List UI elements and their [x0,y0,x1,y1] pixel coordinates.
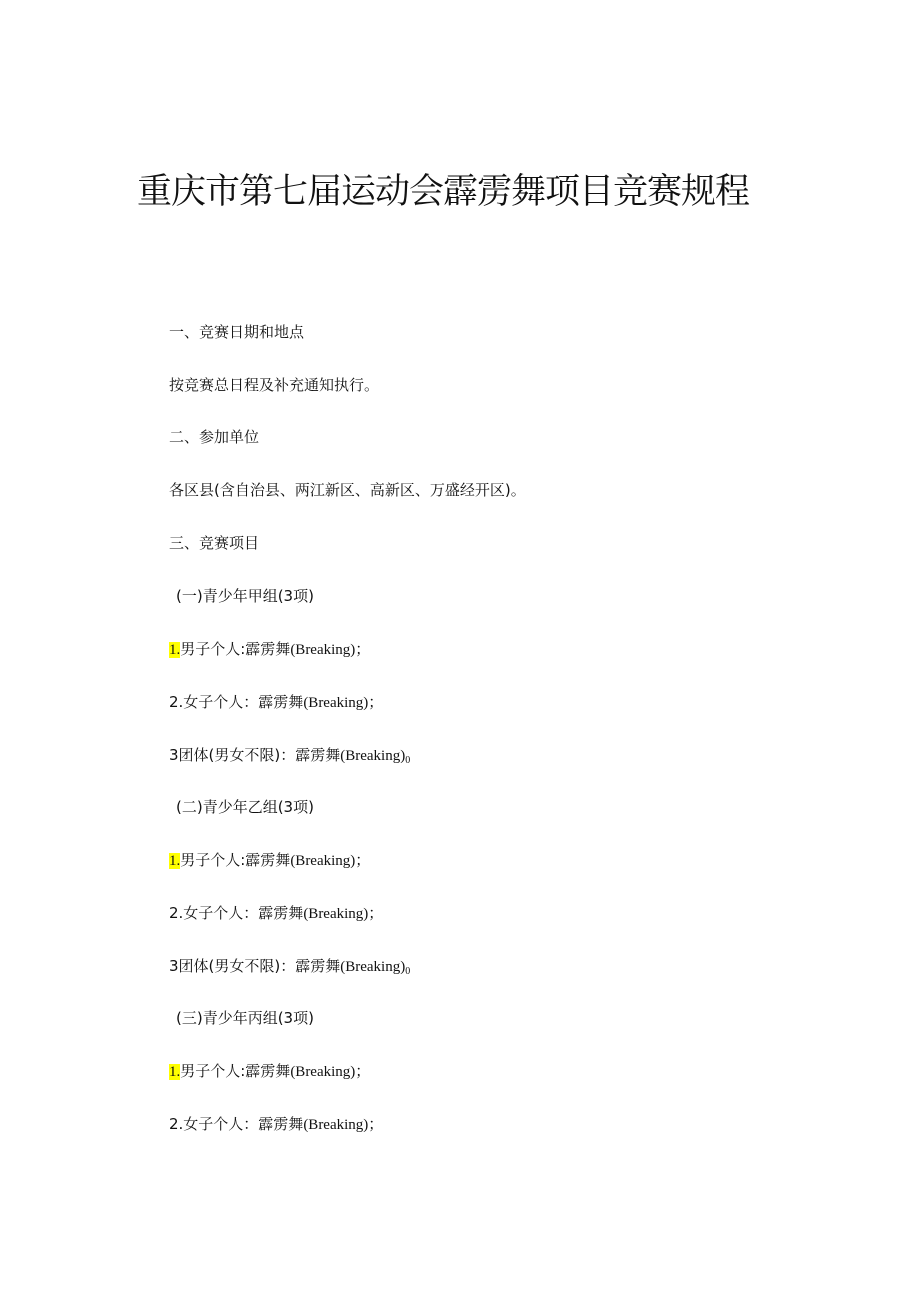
group-b-item-1 [169,849,370,872]
group-c-item-1 [169,1060,370,1083]
group-c-item-2 [169,1113,383,1136]
item-end-mark: 0 [405,966,411,977]
section-2-body: 各区县(含自治县、两江新区、高新区、万盛经开区)。 [169,481,526,499]
item-english: (Breaking) [340,748,406,764]
item-text: 2.女子个人：霹雳舞 [169,1115,304,1133]
group-a-item-3 [169,744,410,772]
item-english: (Breaking)； [290,853,371,869]
item-text: 3团体(男女不限)：霹雳舞 [169,746,341,764]
section-1-heading: 一、竞赛日期和地点 [169,323,305,341]
item-text: 男子个人:霹雳舞 [180,1062,291,1080]
item-end-mark: 0 [405,755,411,766]
item-english: (Breaking)； [303,695,384,711]
item-english: (Breaking)； [290,642,371,658]
group-a-heading: (一)青少年甲组(3项) [176,587,314,605]
item-text: 2.女子个人：霹雳舞 [169,904,304,922]
section-3-heading: 三、竞赛项目 [169,534,260,552]
highlighted-number: 1. [169,642,181,658]
item-text: 2.女子个人：霹雳舞 [169,693,304,711]
item-english: (Breaking)； [290,1064,371,1080]
group-b-item-3 [169,955,410,983]
item-text: 男子个人:霹雳舞 [180,851,291,869]
highlighted-number: 1. [169,853,181,869]
item-english: (Breaking)； [303,1117,384,1133]
document-title: 重庆市第七届运动会霹雳舞项目竞赛规程 [137,172,750,212]
group-a-item-1 [169,638,370,661]
section-1-body: 按竞赛总日程及补充通知执行。 [169,376,380,394]
group-b-item-2 [169,902,383,925]
item-text: 男子个人:霹雳舞 [180,640,291,658]
item-english: (Breaking) [340,959,406,975]
highlighted-number: 1. [169,1064,181,1080]
group-c-heading: (三)青少年丙组(3项) [176,1009,314,1027]
group-a-item-2 [169,691,383,714]
section-2-heading: 二、参加单位 [169,428,260,446]
item-text: 3团体(男女不限)：霹雳舞 [169,957,341,975]
group-b-heading: (二)青少年乙组(3项) [176,798,314,816]
item-english: (Breaking)； [303,906,384,922]
